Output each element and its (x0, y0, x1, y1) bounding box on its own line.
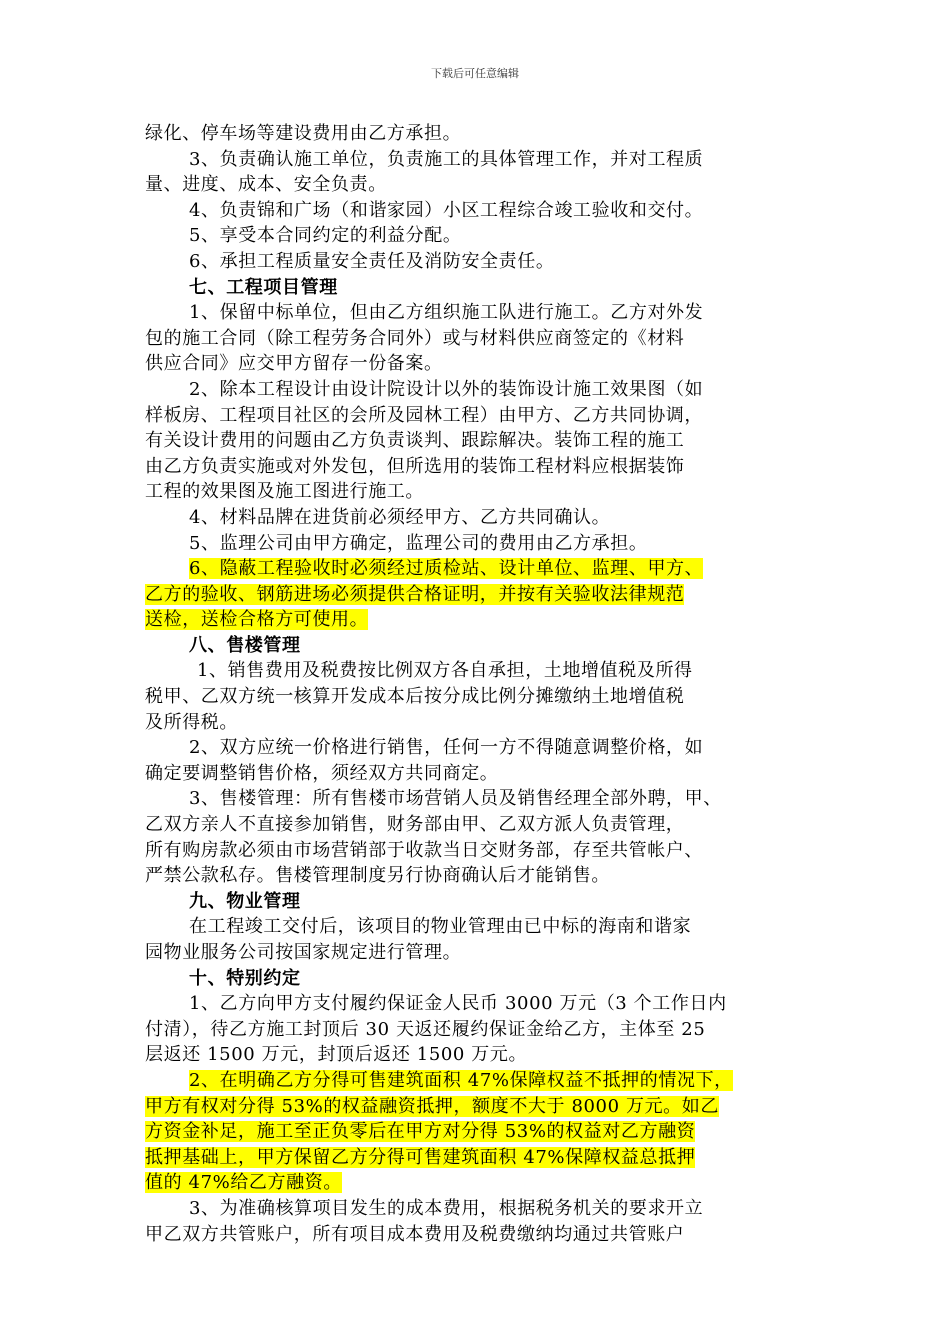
text-line (145, 172, 815, 198)
line-text: 八、售楼管理 (189, 634, 301, 656)
line-text: 由乙方负责实施或对外发包，但所选用的装饰工程材料应根据装饰 (145, 455, 685, 477)
line-text: 七、工程项目管理 (189, 276, 338, 298)
text-line (145, 991, 815, 1017)
section-heading (145, 633, 815, 659)
text-line (145, 863, 815, 889)
text-line (145, 1017, 815, 1043)
line-text: 3、负责确认施工单位，负责施工的具体管理工作，并对工程质 (189, 148, 704, 170)
highlighted-text: 乙方的验收、钢筋进场必须提供合格证明，并按有关验收法律规范 (145, 583, 685, 605)
text-line (145, 121, 815, 147)
line-text: 量、进度、成本、安全负责。 (145, 174, 387, 196)
highlighted-text: 抵押基础上，甲方保留乙方分得可售建筑面积 47%保障权益总抵押 (145, 1146, 696, 1168)
text-line (145, 428, 815, 454)
text-line (145, 479, 815, 505)
line-text: 甲乙双方共管账户，所有项目成本费用及税费缴纳均通过共管账户 (145, 1223, 685, 1245)
text-line (145, 556, 815, 582)
text-line (145, 838, 815, 864)
line-text: 1、乙方向甲方支付履约保证金人民币 3000 万元（3 个工作日内 (189, 993, 727, 1015)
line-text: 供应合同》应交甲方留存一份备案。 (145, 353, 443, 375)
line-text: 绿化、停车场等建设费用由乙方承担。 (145, 123, 462, 144)
text-line (145, 1222, 815, 1248)
text-line (145, 1119, 815, 1145)
line-text: 1、保留中标单位，但由乙方组织施工队进行施工。乙方对外发 (189, 302, 704, 324)
text-line (145, 735, 815, 761)
section-heading (145, 966, 815, 992)
text-line (145, 147, 815, 173)
line-text: 5、享受本合同约定的利益分配。 (189, 225, 462, 247)
document-body (145, 121, 815, 1247)
line-text: 税甲、乙双方统一核算开发成本后按分成比例分摊缴纳土地增值税 (145, 686, 685, 708)
text-line (145, 300, 815, 326)
text-line (145, 1170, 815, 1196)
text-line (145, 940, 815, 966)
text-line (145, 607, 815, 633)
text-line (145, 403, 815, 429)
highlighted-text: 方资金补足，施工至正负零后在甲方对分得 53%的权益对乙方融资 (145, 1121, 696, 1143)
line-text: 3、为准确核算项目发生的成本费用，根据税务机关的要求开立 (189, 1197, 704, 1219)
text-line (145, 198, 815, 224)
text-line (145, 223, 815, 249)
text-line (145, 326, 815, 352)
text-line (145, 710, 815, 736)
section-heading (145, 275, 815, 301)
text-line (145, 1068, 815, 1094)
line-text: 园物业服务公司按国家规定进行管理。 (145, 942, 462, 963)
line-text: 及所得税。 (145, 711, 238, 733)
line-text: 在工程竣工交付后，该项目的物业管理由已中标的海南和谐家 (189, 916, 692, 938)
line-text: 1、销售费用及税费按比例双方各自承担，土地增值税及所得 (197, 660, 693, 682)
text-line (145, 1042, 815, 1068)
text-line (145, 812, 815, 838)
line-text: 包的施工合同（除工程劳务合同外）或与材料供应商签定的《材料 (145, 327, 685, 349)
line-text: 5、监理公司由甲方确定，监理公司的费用由乙方承担。 (189, 532, 648, 554)
line-text: 十、特别约定 (189, 967, 301, 989)
text-line (145, 1145, 815, 1171)
highlighted-text: 值的 47%给乙方融资。 (145, 1172, 342, 1194)
text-line (145, 582, 815, 608)
text-line (145, 351, 815, 377)
line-text: 2、除本工程设计由设计院设计以外的装饰设计施工效果图（如 (189, 378, 704, 400)
highlighted-text: 甲方有权对分得 53%的权益融资抵押，额度不大于 8000 万元。如乙 (145, 1095, 719, 1117)
section-heading (145, 889, 815, 915)
text-line (145, 914, 815, 940)
text-line (145, 1196, 815, 1222)
highlighted-text: 2、在明确乙方分得可售建筑面积 47%保障权益不抵押的情况下， (189, 1069, 733, 1091)
page-header: 下载后可任意编辑 (431, 67, 519, 80)
highlighted-text: 6、隐蔽工程验收时必须经过质检站、设计单位、监理、甲方、 (189, 558, 704, 580)
line-text: 严禁公款私存。售楼管理制度另行协商确认后才能销售。 (145, 865, 610, 887)
line-text: 3、售楼管理：所有售楼市场营销人员及销售经理全部外聘，甲、 (189, 788, 722, 810)
line-text: 乙双方亲人不直接参加销售，财务部由甲、乙双方派人负责管理， (145, 814, 685, 836)
text-line (145, 761, 815, 787)
text-line (145, 454, 815, 480)
line-text: 确定要调整销售价格，须经双方共同商定。 (145, 762, 499, 784)
text-line (145, 786, 815, 812)
line-text: 层返还 1500 万元，封顶后返还 1500 万元。 (145, 1044, 528, 1066)
line-text: 工程的效果图及施工图进行施工。 (145, 481, 424, 503)
line-text: 2、双方应统一价格进行销售，任何一方不得随意调整价格，如 (189, 737, 704, 759)
text-line (145, 377, 815, 403)
highlighted-text: 送检，送检合格方可使用。 (145, 609, 369, 631)
text-line (145, 505, 815, 531)
line-text: 九、物业管理 (189, 890, 301, 912)
text-line (145, 1094, 815, 1120)
text-line (145, 249, 815, 275)
line-text: 6、承担工程质量安全责任及消防安全责任。 (189, 250, 555, 272)
line-text: 4、材料品牌在进货前必须经甲方、乙方共同确认。 (189, 506, 611, 528)
text-line (145, 658, 815, 684)
line-text: 所有购房款必须由市场营销部于收款当日交财务部，存至共管帐户、 (145, 839, 703, 861)
text-line (145, 531, 815, 557)
line-text: 4、负责锦和广场（和谐家园）小区工程综合竣工验收和交付。 (189, 199, 704, 221)
line-text: 样板房、工程项目社区的会所及园林工程）由甲方、乙方共同协调， (145, 404, 703, 426)
line-text: 有关设计费用的问题由乙方负责谈判、跟踪解决。装饰工程的施工 (145, 430, 685, 452)
line-text: 付清），待乙方施工封顶后 30 天返还履约保证金给乙方，主体至 25 (145, 1018, 706, 1040)
text-line (145, 684, 815, 710)
